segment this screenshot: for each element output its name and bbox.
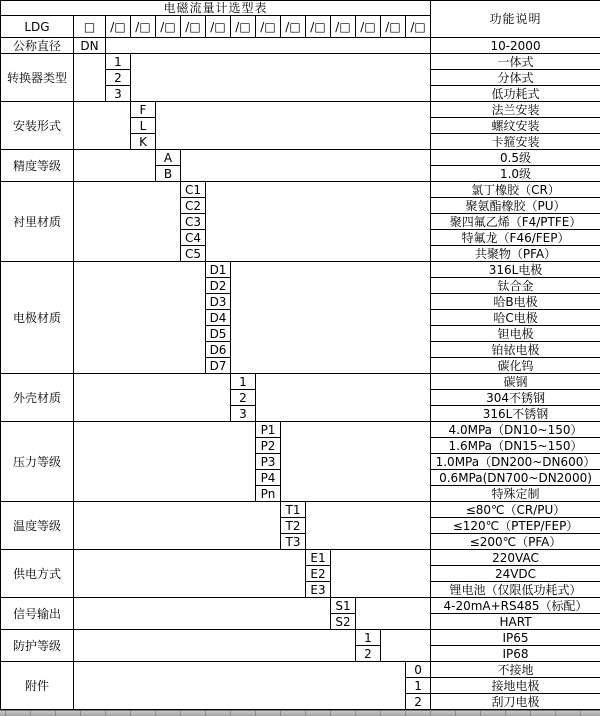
spacer [256,374,431,422]
option-code: D1 [206,262,231,278]
option-desc: 220VAC [431,550,600,566]
option-desc: 聚四氟乙烯（F4/PTFE） [431,214,600,230]
category-label: 电极材质 [1,262,74,374]
spacer [74,182,181,262]
category-label: 温度等级 [1,502,74,550]
option-code: C1 [181,182,206,198]
option-desc: 1.0级 [431,166,600,182]
category-label: 压力等级 [1,422,74,502]
option-code: 2 [106,70,131,86]
diameter-desc: 10-2000 [431,38,600,54]
option-desc: 卡箍安装 [431,134,600,150]
option-desc: 特殊定制 [431,486,600,502]
model-slot: /□ [156,16,181,38]
model-slot: /□ [256,16,281,38]
spacer [331,550,431,598]
option-desc: 304不锈钢 [431,390,600,406]
option-desc: 螺纹安装 [431,118,600,134]
option-desc: 24VDC [431,566,600,582]
option-desc: 接地电极 [431,678,600,694]
option-desc: 316L电极 [431,262,600,278]
option-code: D5 [206,326,231,342]
diameter-code: DN [74,38,106,54]
spacer [74,374,231,422]
option-code: 2 [231,390,256,406]
spacer [74,422,256,502]
option-code: D4 [206,310,231,326]
spacer [74,502,281,550]
option-code: A [156,150,181,166]
option-code: K [131,134,156,150]
model-slot: /□ [106,16,131,38]
model-slot: /□ [331,16,356,38]
option-code: D6 [206,342,231,358]
option-code: 3 [231,406,256,422]
option-desc: ≤120℃（PTEP/FEP） [431,518,600,534]
spacer [74,662,406,710]
function-column-header: 功能说明 [431,1,600,38]
option-code: D3 [206,294,231,310]
option-desc: IP68 [431,646,600,662]
spacer [74,102,131,150]
option-desc: 4-20mA+RS485（标配） [431,598,600,614]
table-title: 电磁流量计选型表 [1,1,431,16]
spacer [74,262,206,374]
category-label: 信号输出 [1,598,74,630]
option-code: S1 [331,598,356,614]
option-code: C2 [181,198,206,214]
spacer [231,262,431,374]
option-code: P3 [256,454,281,470]
option-desc: 特氟龙（F46/FEP） [431,230,600,246]
option-code: C5 [181,246,206,262]
option-desc: 碳化钨 [431,358,600,374]
option-desc: 0.6MPa(DN700~DN2000) [431,470,600,486]
model-slot: /□ [206,16,231,38]
option-code: C3 [181,214,206,230]
spacer [306,502,431,550]
model-slot: /□ [281,16,306,38]
option-desc: 1.6MPa（DN15~150） [431,438,600,454]
option-desc: 分体式 [431,70,600,86]
option-desc: 聚氨酯橡胶（PU） [431,198,600,214]
option-code: 2 [356,646,381,662]
option-code: 1 [231,374,256,390]
option-code: 1 [356,630,381,646]
spacer [356,598,431,630]
option-desc: 低功耗式 [431,86,600,102]
option-desc: 碳钢 [431,374,600,390]
option-code: T2 [281,518,306,534]
model-slot: /□ [381,16,406,38]
option-desc: IP65 [431,630,600,646]
option-desc: 哈C电极 [431,310,600,326]
option-code: F [131,102,156,118]
option-desc: HART [431,614,600,630]
category-label: 附件 [1,662,74,710]
spacer [181,150,431,182]
option-code: C4 [181,230,206,246]
sheet-bottom-edge [0,710,600,716]
option-code: E2 [306,566,331,582]
spacer [74,54,106,102]
option-code: 1 [106,54,131,70]
option-desc: 锂电池（仅限低功耗式） [431,582,600,598]
option-desc: ≤200℃（PFA） [431,534,600,550]
category-label: 防护等级 [1,630,74,662]
option-code: 3 [106,86,131,102]
option-desc: 钽电极 [431,326,600,342]
option-desc: 0.5级 [431,150,600,166]
option-desc: ≤80℃（CR/PU） [431,502,600,518]
option-desc: 不接地 [431,662,600,678]
option-desc: 铂铱电极 [431,342,600,358]
category-label: 安装形式 [1,102,74,150]
spacer [74,550,306,598]
spacer [74,598,331,630]
option-code: P2 [256,438,281,454]
option-code: B [156,166,181,182]
category-label: 外壳材质 [1,374,74,422]
option-code: P4 [256,470,281,486]
option-code: D2 [206,278,231,294]
option-desc: 法兰安装 [431,102,600,118]
option-code: T1 [281,502,306,518]
model-slot: /□ [306,16,331,38]
spacer [206,182,431,262]
model-slot: /□ [131,16,156,38]
option-code: E3 [306,582,331,598]
option-code: 2 [406,694,431,710]
model-slot: /□ [406,16,431,38]
option-code: L [131,118,156,134]
model-prefix: LDG [1,16,74,38]
spacer [74,150,156,182]
option-code: E1 [306,550,331,566]
option-code: S2 [331,614,356,630]
option-desc: 共聚物（PFA） [431,246,600,262]
spacer [74,630,356,662]
model-slot: /□ [231,16,256,38]
option-desc: 316L不锈钢 [431,406,600,422]
option-code: D7 [206,358,231,374]
option-desc: 哈B电极 [431,294,600,310]
option-desc: 1.0MPa（DN200~DN600） [431,454,600,470]
spacer [156,102,431,150]
option-code: T3 [281,534,306,550]
option-code: P1 [256,422,281,438]
category-label: 精度等级 [1,150,74,182]
spacer [381,630,431,662]
model-first-slot: □ [74,16,106,38]
option-desc: 刮刀电极 [431,694,600,710]
option-desc: 一体式 [431,54,600,70]
category-label: 转换器类型 [1,54,74,102]
category-label-diameter: 公称直径 [1,38,74,54]
option-desc: 4.0MPa（DN10~150） [431,422,600,438]
option-code: 0 [406,662,431,678]
spacer [131,54,431,102]
spacer [281,422,431,502]
model-slot: /□ [181,16,206,38]
category-label: 供电方式 [1,550,74,598]
option-code: Pn [256,486,281,502]
option-desc: 钛合金 [431,278,600,294]
spacer [106,38,431,54]
option-code: 1 [406,678,431,694]
category-label: 衬里材质 [1,182,74,262]
model-slot: /□ [356,16,381,38]
option-desc: 氯丁橡胶（CR） [431,182,600,198]
